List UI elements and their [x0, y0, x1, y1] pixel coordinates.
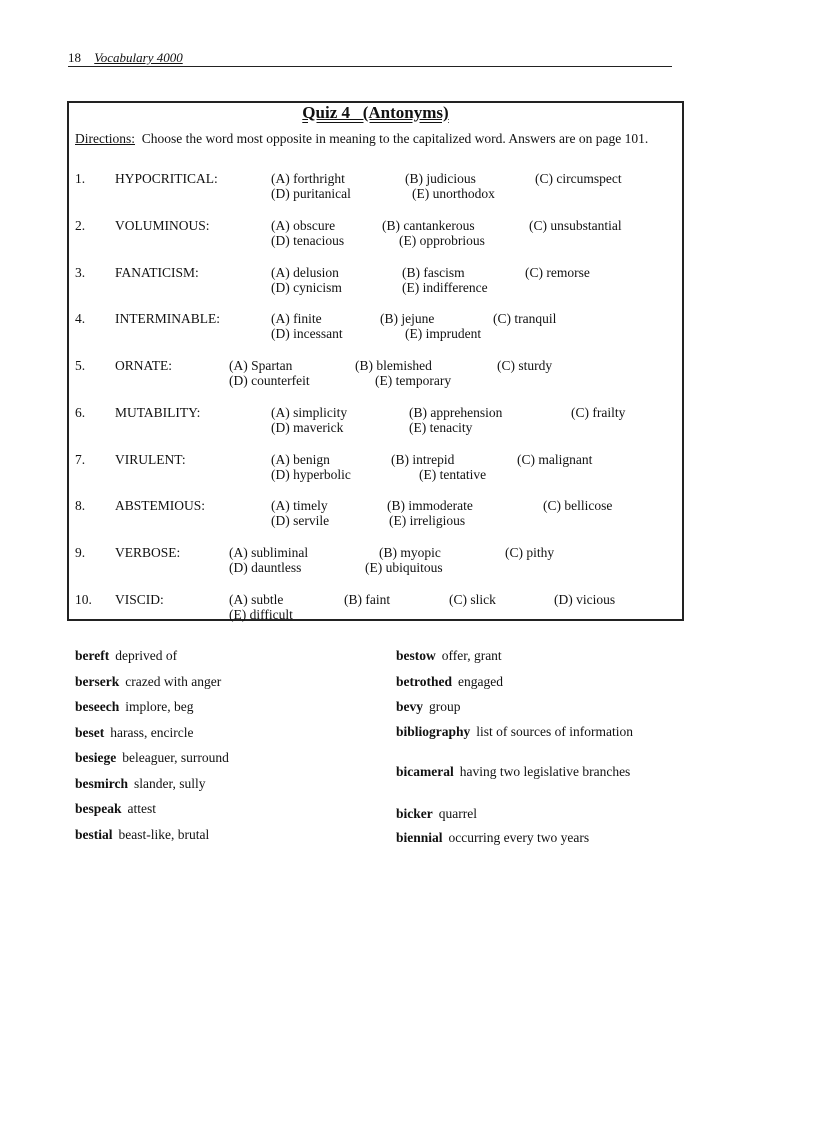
question-number: 6.: [75, 405, 86, 420]
question-word: HYPOCRITICAL:: [115, 171, 218, 186]
question-word: ORNATE:: [115, 358, 172, 373]
choice-b: (B) apprehension: [409, 405, 503, 420]
choice-c: (C) slick: [449, 592, 496, 607]
directions-text: Choose the word most opposite in meaning to the capitalized word. Answers are on page 101.: [141, 131, 649, 146]
choice-a: (A) delusion: [271, 265, 339, 280]
choice-c: (C) tranquil: [493, 311, 557, 326]
choice-a: (A) timely: [271, 498, 328, 513]
choice-a: (A) subtle: [229, 592, 284, 607]
choice-e: (E) indifference: [402, 280, 488, 295]
choice-e: (E) ubiquitous: [365, 560, 443, 575]
choice-d: (D) cynicism: [271, 280, 342, 295]
choice-c: (C) circumspect: [535, 171, 622, 186]
choice-c: (C) unsubstantial: [529, 218, 622, 233]
choice-c: (C) sturdy: [497, 358, 553, 373]
definition-entry: bibliography list of sources of information: [396, 724, 634, 739]
choice-b: (B) jejune: [380, 311, 435, 326]
question-number: 10.: [75, 592, 92, 607]
choice-a: (A) forthright: [271, 171, 345, 186]
choice-d: (D) servile: [271, 513, 330, 528]
choice-d: (D) dauntless: [229, 560, 302, 575]
choice-a: (A) Spartan: [229, 358, 293, 373]
question-word: VOLUMINOUS:: [115, 218, 210, 233]
choice-d: (D) hyperbolic: [271, 467, 351, 482]
choice-e: (E) tenacity: [409, 420, 473, 435]
definition-entry: bicameral having two legislative branches: [396, 764, 631, 779]
choice-d: (D) vicious: [554, 592, 616, 607]
choice-d: (D) puritanical: [271, 186, 351, 201]
choice-c: (C) remorse: [525, 265, 590, 280]
choice-d: (D) maverick: [271, 420, 344, 435]
choice-a: (A) subliminal: [229, 545, 309, 560]
question-word: VISCID:: [115, 592, 164, 607]
page-header: [68, 50, 672, 67]
definition-entry: bicker quarrel: [396, 806, 477, 821]
choice-c: (C) pithy: [505, 545, 555, 560]
definition-entry: bestow offer, grant: [396, 648, 502, 663]
question-number: 3.: [75, 265, 86, 280]
choice-c: (C) frailty: [571, 405, 626, 420]
choice-a: (A) benign: [271, 452, 330, 467]
definition-entry: biennial occurring every two years: [396, 830, 590, 845]
question-number: 9.: [75, 545, 86, 560]
question-word: MUTABILITY:: [115, 405, 201, 420]
question-number: 5.: [75, 358, 86, 373]
choice-d: (D) counterfeit: [229, 373, 310, 388]
choice-e: (E) difficult: [229, 607, 293, 622]
question-number: 8.: [75, 498, 86, 513]
choice-b: (B) blemished: [355, 358, 432, 373]
definition-entry: bespeak attest: [75, 801, 157, 816]
choice-e: (E) tentative: [419, 467, 487, 482]
question-number: 1.: [75, 171, 86, 186]
definition-entry: bestial beast-like, brutal: [75, 827, 210, 842]
definition-entry: beseech implore, beg: [75, 699, 194, 714]
question-number: 7.: [75, 452, 86, 467]
choice-b: (B) myopic: [379, 545, 441, 560]
directions-label: Directions:: [75, 131, 135, 146]
quiz-box: [67, 101, 684, 621]
definition-entry: betrothed engaged: [396, 674, 503, 689]
question-word: INTERMINABLE:: [115, 311, 220, 326]
definition-entry: besmirch slander, sully: [75, 776, 206, 791]
choice-b: (B) immoderate: [387, 498, 473, 513]
question-word: ABSTEMIOUS:: [115, 498, 206, 513]
quiz-title: Quiz 4 (Antonyms): [302, 103, 449, 122]
definition-entry: berserk crazed with anger: [75, 674, 222, 689]
definition-entry: bevy group: [396, 699, 461, 714]
question-word: FANATICISM:: [115, 265, 199, 280]
choice-e: (E) temporary: [375, 373, 452, 388]
choice-e: (E) unorthodox: [412, 186, 495, 201]
quiz-directions: [75, 131, 677, 147]
choice-b: (B) fascism: [402, 265, 465, 280]
choice-c: (C) malignant: [517, 452, 593, 467]
choice-b: (B) faint: [344, 592, 391, 607]
page-number: 18: [68, 50, 81, 65]
choice-e: (E) opprobrious: [399, 233, 485, 248]
question-word: VERBOSE:: [115, 545, 181, 560]
book-title: Vocabulary 4000: [94, 50, 183, 65]
definition-entry: bereft deprived of: [75, 648, 178, 663]
definition-entry: besiege beleaguer, surround: [75, 750, 229, 765]
choice-d: (D) tenacious: [271, 233, 345, 248]
choice-b: (B) intrepid: [391, 452, 455, 467]
choice-e: (E) imprudent: [405, 326, 482, 341]
choice-a: (A) obscure: [271, 218, 336, 233]
choice-a: (A) finite: [271, 311, 322, 326]
definition-entry: beset harass, encircle: [75, 725, 194, 740]
choice-e: (E) irreligious: [389, 513, 466, 528]
question-number: 4.: [75, 311, 86, 326]
choice-b: (B) judicious: [405, 171, 476, 186]
choice-c: (C) bellicose: [543, 498, 613, 513]
question-number: 2.: [75, 218, 86, 233]
choice-b: (B) cantankerous: [382, 218, 475, 233]
choice-a: (A) simplicity: [271, 405, 348, 420]
choice-d: (D) incessant: [271, 326, 343, 341]
question-word: VIRULENT:: [115, 452, 186, 467]
